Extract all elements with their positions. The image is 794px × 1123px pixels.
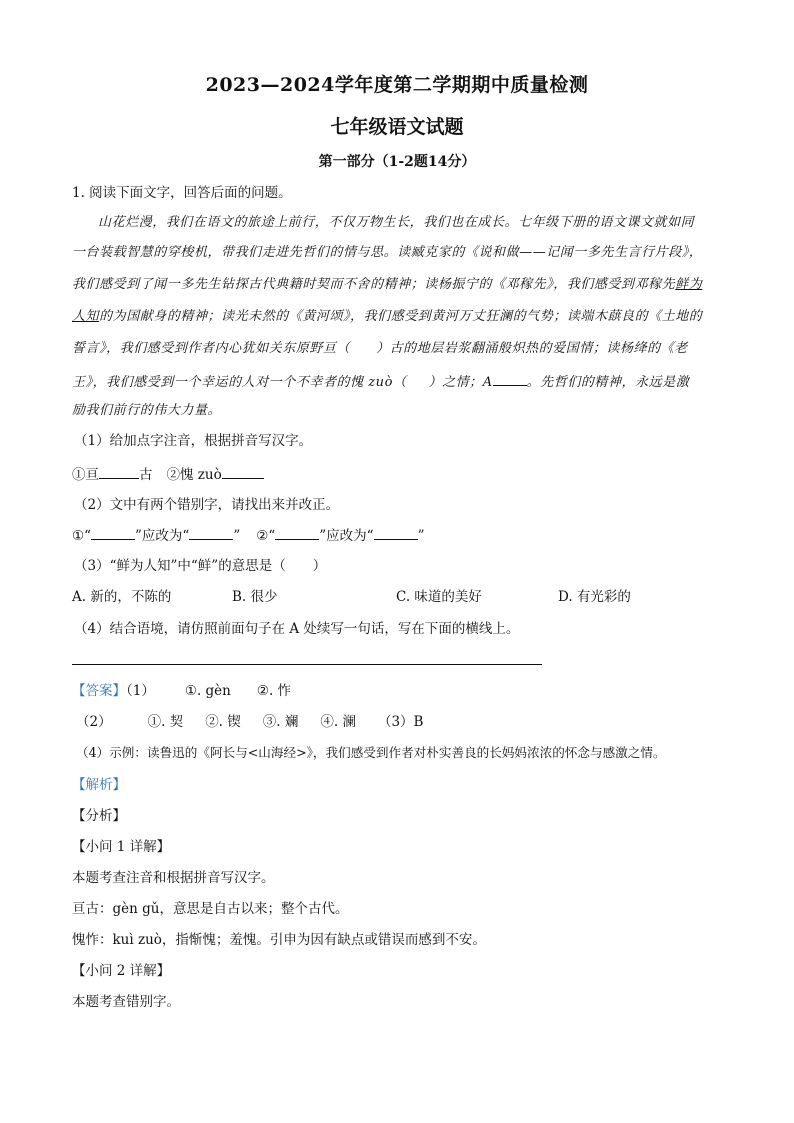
detail-heading-1: 【小问 1 详解】: [72, 839, 171, 855]
item-suffix: 古: [139, 467, 153, 483]
quote-mark: ”: [233, 528, 241, 544]
passage-line: [72, 276, 724, 294]
sub-question-1: （1）给加点字注音，根据拼音写汉字。: [74, 433, 313, 449]
passage-text: ）之情；A: [428, 375, 493, 390]
answer-blank[interactable]: [275, 526, 319, 540]
answer-row-3: （4）示例：读鲁迅的《阿长与<山海经>》，我们感受到作者对朴实善良的长妈妈浓浓的怀念与感激之情。: [76, 745, 666, 760]
answer-item: ①. 契: [147, 714, 184, 730]
underlined-phrase: 人知: [72, 309, 100, 324]
answer-blank[interactable]: [493, 372, 527, 386]
passage-text: ）古的地层岩浆翻涌般炽热的爱国情；读杨绛的《老: [376, 341, 688, 356]
sub-question-1-items: [72, 465, 264, 484]
item-label: ②愧 zuò: [166, 467, 222, 483]
option-d[interactable]: D. 有光彩的: [558, 589, 631, 605]
answer-blank[interactable]: [91, 526, 135, 540]
item-label: ①亘: [72, 467, 99, 483]
answer-blank[interactable]: [99, 465, 139, 479]
option-b[interactable]: B. 很少: [232, 589, 278, 605]
passage-text: 。先哲们的精神，永远是激: [526, 375, 690, 390]
question-1-prompt: 1. 阅读下面文字，回答后面的问题。: [72, 185, 292, 201]
analysis-text: 本题考查错别字。: [72, 994, 180, 1010]
answer-item: ②. 怍: [256, 683, 292, 699]
answer-item: ①. gèn: [184, 683, 231, 699]
passage-line: 励我们前行的伟大力量。: [72, 403, 222, 418]
answer-item: ③. 斓: [262, 714, 299, 730]
sub-question-4: （4）结合语境，请仿照前面句子在 A 处续写一句话，写在下面的横线上。: [74, 621, 520, 637]
answer-item: ④. 澜: [320, 714, 356, 730]
option-c[interactable]: C. 味道的美好: [396, 589, 482, 605]
section-heading: 第一部分（1-2题14分）: [318, 154, 476, 170]
sub-question-3: （3）“鲜为人知”中“鲜”的意思是（ ）: [74, 558, 327, 574]
passage-line: 一台装载智慧的穿梭机，带我们走进先哲们的情与思。读臧克家的《说和做——记闻一多先生言行片段》，: [72, 245, 703, 260]
answer-blank[interactable]: [374, 526, 418, 540]
answer-row-1: [72, 682, 291, 700]
analysis-text: 亘古：gèn gǔ，意思是自古以来；整个古代。: [72, 901, 349, 917]
passage-line: [72, 372, 724, 392]
answer-part: （2）: [76, 714, 112, 730]
answer-writing-line[interactable]: [72, 664, 542, 665]
correction-text: ”应改为“: [135, 528, 190, 544]
analysis-text: 本题考查注音和根据拼音写汉字。: [72, 870, 275, 886]
quote-mark: ”: [417, 528, 425, 544]
sub-question-2-items: [72, 526, 424, 545]
analysis-heading: 【分析】: [72, 808, 126, 824]
answer-label: 【答案】: [72, 683, 126, 699]
answer-part: （1）: [126, 683, 155, 699]
sub-question-2: （2）文中有两个错别字，请找出来并改正。: [74, 497, 340, 513]
quote-mark: ②“: [256, 528, 276, 544]
option-a[interactable]: A. 新的，不陈的: [72, 589, 172, 605]
quote-mark: ①“: [72, 528, 92, 544]
answer-item: ②. 锲: [205, 714, 241, 730]
answer-item: （3）B: [377, 714, 424, 730]
passage-text: 誓言》，我们感受到作者内心犹如关东原野亘（: [72, 341, 351, 356]
passage-text: 我们感受到了闻一多先生钻探古代典籍时契而不舍的精神；读杨振宁的《邓稼先》，我们感受到邓稼先: [72, 277, 676, 292]
correction-text: ”应改为“: [319, 528, 374, 544]
underlined-phrase: 鲜为: [675, 277, 703, 292]
detail-heading-2: 【小问 2 详解】: [72, 963, 171, 979]
passage-line: [72, 308, 724, 326]
passage-text: 王》，我们感受到一个幸运的人对一个不幸者的愧 zuò（: [72, 375, 407, 390]
analysis-label: 【解析】: [72, 777, 126, 793]
passage-line: [72, 340, 724, 358]
answer-row-2: [76, 713, 423, 731]
passage-line: 山花烂漫，我们在语文的旅途上前行，不仅万物生长，我们也在成长。七年级下册的语文课文就如同: [98, 215, 695, 230]
passage-text: 的为国献身的精神；读光未然的《黄河颂》，我们感受到黄河万丈狂澜的气势；读端木蕻良的《土地的: [99, 309, 703, 324]
exam-subtitle: 七年级语文试题: [330, 116, 464, 138]
exam-title: 2023—2024学年度第二学期期中质量检测: [205, 74, 589, 96]
analysis-text: 愧怍：kuì zuò，指惭愧；羞愧。引申为因有缺点或错误而感到不安。: [72, 932, 486, 948]
answer-blank[interactable]: [222, 465, 264, 479]
answer-blank[interactable]: [189, 526, 233, 540]
